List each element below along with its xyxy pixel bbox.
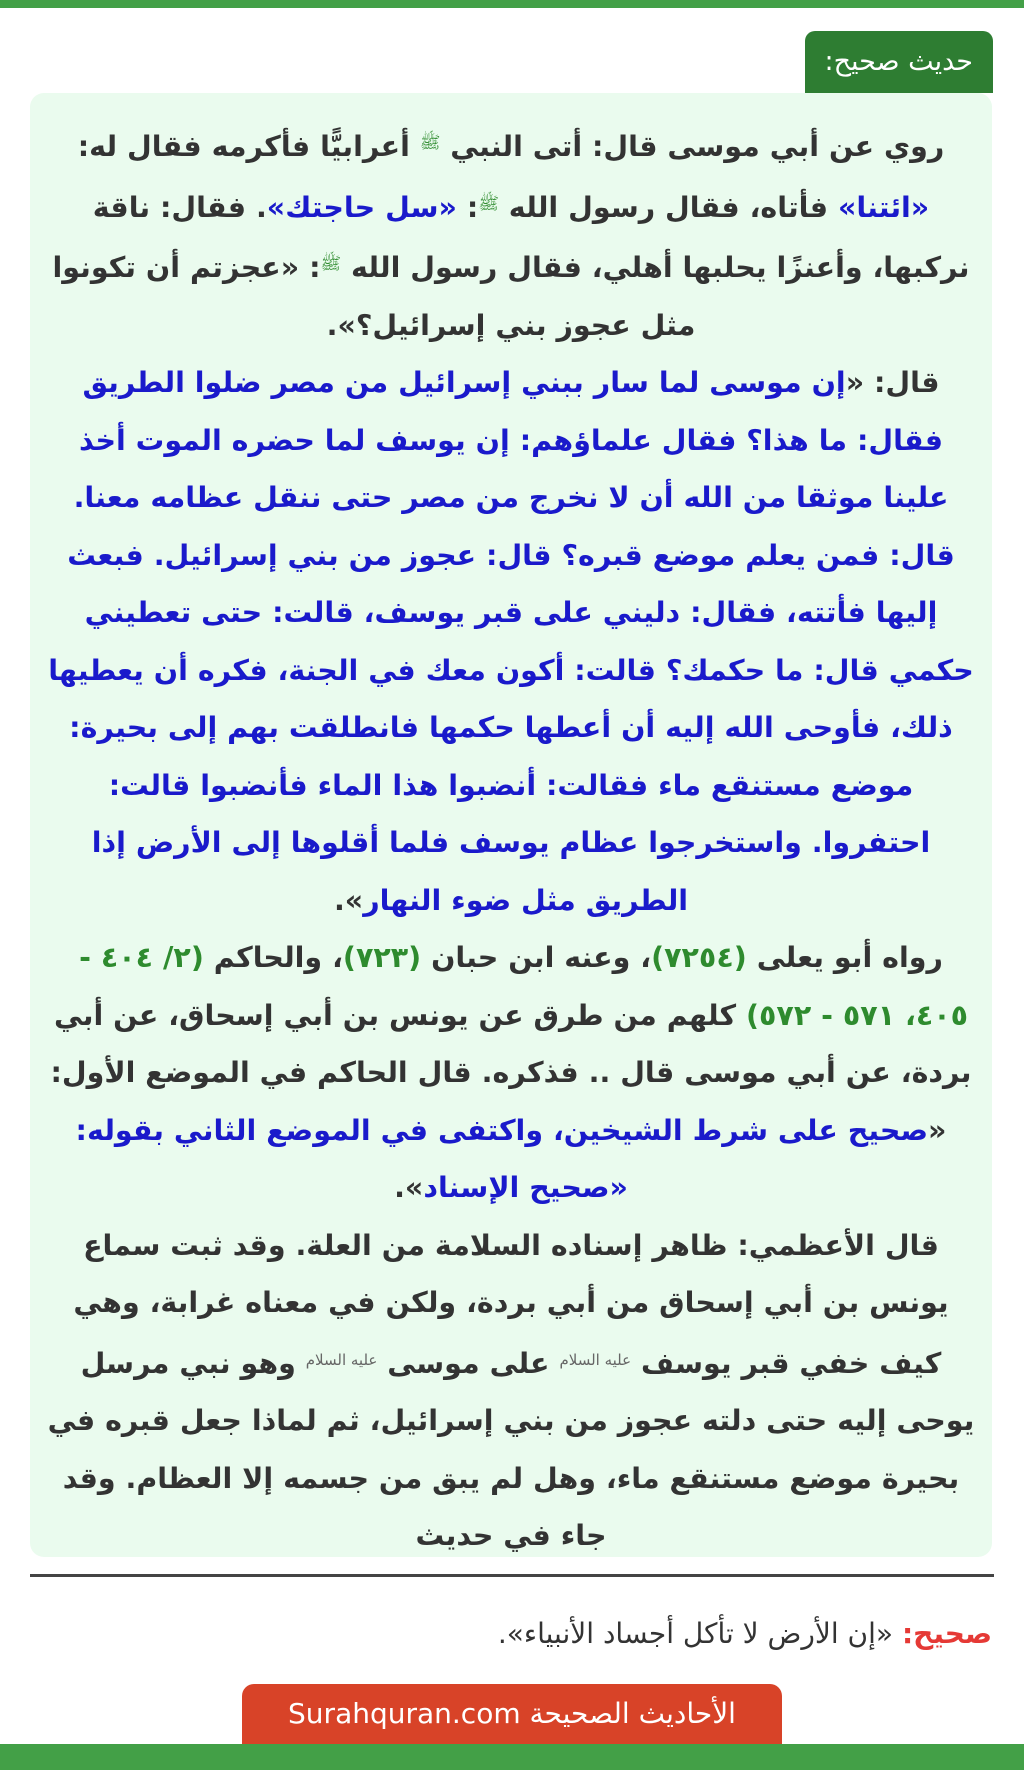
reference-number: (٧٢٥٤) (651, 941, 747, 974)
text: قال الأعظمي: ظاهر إسناده السلامة من العلة. وقد ثبت سماع يونس بن أبي إسحاق من أبي بردة، ولكن في معناه غرابة، وهي كيف خفي قبر يوسف (73, 1228, 949, 1380)
quote: إن موسى لما سار ببني إسرائيل من مصر ضلوا الطريق فقال: ما هذا؟ فقال علماؤهم: إن يوسف لما حضره الموت أخذ علينا موثقا من الله أن لا نخرج من مصر حتى ننقل عظامه معنا. قال: فمن يعلم موضع قبره؟ قال: عجوز من بني إسرائيل. فبعث إليها فأتته، فقال: دليني على قبر يوسف، قالت: حتى تعطيني حكمي قال: ما حكمك؟ قالت: أكون معك في الجنة، فكره أن يعطيها ذلك، فأوحى الله إليه أن أعطها حكمها فانطلقت بهم إلى بحيرة: موضع مستنقع ماء فقالت: أنضبوا هذا الماء فأنضبوا قالت: احتفروا. واستخرجوا عظام يوسف فلما أقلوها إلى الأرض إذا الطريق مثل ضوء النهار (48, 366, 974, 917)
text: . (326, 308, 338, 342)
text: أعرابيًّا فأكرمه فقال له: (77, 130, 410, 163)
site-link-button[interactable]: الأحاديث الصحيحة Surahquran.com (242, 1684, 782, 1744)
hadith-paragraph-2 (46, 354, 976, 929)
text: على موسى (387, 1346, 550, 1380)
section-divider (30, 1574, 994, 1577)
honorific-saw-glyph: ﷺ (478, 193, 499, 214)
quote: «سل حاجتك» (266, 190, 457, 224)
honorific-saw-glyph: ﷺ (320, 254, 342, 274)
text: قال: « (845, 366, 940, 399)
footer-hadith (498, 1612, 992, 1656)
hadith-commentary (46, 1217, 976, 1565)
hadith-label: حديث صحيح: (805, 31, 994, 93)
quote: «عجزتم أن تكونوا مثل عجوز بني إسرائيل؟» (52, 251, 696, 342)
text: . فقال: ناقة نركبها، وأعنزًا يحلبها أهلي، فقال رسول الله (92, 190, 970, 284)
text: ». (333, 883, 364, 917)
footer-label: صحيح: (901, 1617, 992, 1650)
quote: «ائتنا» (837, 190, 930, 224)
text: فأتاه، فقال رسول الله (508, 190, 829, 224)
text: : (466, 190, 479, 224)
text: ، والحاكم (213, 941, 343, 974)
hadith-takhrij (46, 929, 976, 1217)
text: ، وعنه ابن حبان (431, 941, 652, 974)
reference-number: (٧٢٣) (342, 941, 422, 974)
text: كلهم من طرق عن يونس بن أبي إسحاق، عن أبي بردة، عن أبي موسى قال .. فذكره. قال الحاكم في الموضع الأول: « (50, 998, 972, 1147)
text: ». (394, 1171, 424, 1204)
quote: صحيح على شرط الشيخين، واكتفى في الموضع الثاني بقوله: «صحيح الإسناد (75, 1113, 929, 1204)
text: رواه أبو يعلى (756, 941, 943, 974)
text: وهو نبي مرسل يوحى إليه حتى دلته عجوز من بني إسرائيل، ثم لماذا جعل قبره في بحيرة موضع مستنقع ماء، وهل لم يبق من جسمه إلا العظام. وقد جاء في حديث (47, 1346, 975, 1552)
honorific-as-glyph: عليه السلام (559, 1350, 632, 1369)
honorific-as-glyph: عليه السلام (305, 1350, 378, 1369)
top-accent-bar (0, 0, 1024, 8)
bottom-accent-bar (0, 1744, 1024, 1770)
text: : (309, 251, 321, 284)
footer-text: «إن الأرض لا تأكل أجساد الأنبياء». (497, 1617, 894, 1650)
honorific-saw-glyph: ﷺ (419, 133, 441, 153)
text: روي عن أبي موسى قال: أتى النبي (450, 130, 945, 163)
hadith-paragraph-1 (46, 115, 976, 354)
hadith-card (30, 93, 992, 1557)
reference-number: (٢/ ٤٠٤ - ٤٠٥، ٥٧١ - ٥٧٢) (79, 941, 969, 1032)
